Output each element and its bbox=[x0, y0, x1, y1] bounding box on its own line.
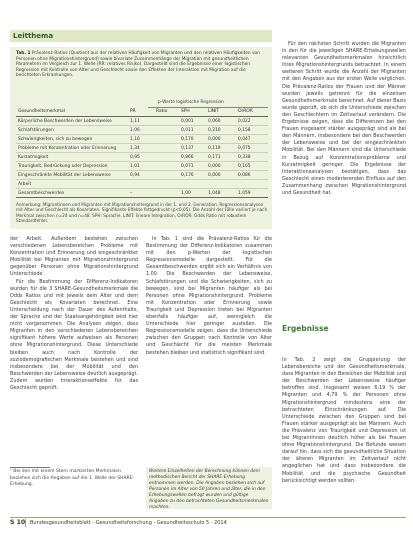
table-row bbox=[16, 171, 268, 180]
journal-citation: Bundesgesundheitsblatt - Gesundheitsforschung - Gesundheitsschutz 5 · 2014 bbox=[30, 520, 227, 526]
info-box: Weitere Einzelheiten der Berechnung können dem methodischen Bericht der SHARE-Erhebung entnommen werden. Die Angaben beziehen sich auf Personen im Alter von 50 Jahren und älter, die in den Erhebungswellen befragt wurden und gültige Angaben zu den betrachteten Gesundheitsmerkmalen machten. bbox=[146, 467, 272, 509]
table-cell: 0,171 bbox=[208, 155, 221, 160]
table-header-cell: LINIT bbox=[208, 109, 220, 114]
table-cell: Schlafstörungen bbox=[18, 128, 54, 133]
table-cell: 0,060 bbox=[208, 119, 221, 124]
table-cell: 0,866 bbox=[181, 155, 194, 160]
table-cell: Eingeschränkte Mobilität der Lebensweise bbox=[18, 173, 111, 178]
leitthema-label: Leitthema bbox=[13, 32, 54, 40]
table-cell: 1,16 bbox=[130, 137, 140, 142]
column-1 bbox=[10, 236, 138, 392]
table-cell: 0,086 bbox=[238, 173, 251, 178]
table-cell: 0,94 bbox=[130, 173, 140, 178]
table-cell: 0,210 bbox=[208, 128, 221, 133]
table-cell: 0,176 bbox=[181, 173, 194, 178]
table-header-cell: PR bbox=[130, 109, 136, 114]
table-row bbox=[16, 144, 268, 153]
table-cell: Schwierigkeiten, sich zu bewegen bbox=[18, 137, 93, 142]
paragraph: Für den nächsten Schritt wurden die Migranten in den für die jeweiligen SHARE-Erhebungswellen relevanten Gesundheitsmerkmalen hinsichtlich ihres Migrationshintergrunds betrachtet. In einem weiteren Schritt wurde die Anzahl der Migranten mit den Angaben aus der ersten Welle verglichen. Die Prävalenz-Ratios der Frauen und der Männer wurden jeweils getrennt für die einzelnen Gesundheitsmerkmale berechnet. Auf dieser Basis wurde geprüft, ob sich die Unterschiede zwischen den Geschlechtern im Zeitverlauf verändern. Die Ergebnisse zeigen, dass die Differenzen bei den Frauen insgesamt stärker ausgeprägt sind als bei den Männern, insbesondere bei den Beschwerden der Lebensweise und bei der eingeschränkten Mobilität. Bei den Männern sind die Unterschiede in Bezug auf Konzentrationsprobleme und Kurzatmigkeit geringer. Die Ergebnisse der Interaktionsanalysen bestätigen, dass das Geschlecht einen moderierenden Einfluss auf den Zusammenhang zwischen Migrationshintergrund und Gesundheit hat. bbox=[282, 41, 406, 196]
table-header-cell: OrROR bbox=[238, 109, 253, 114]
table-cell: 0,022 bbox=[238, 119, 251, 124]
page-number: S 10 bbox=[10, 519, 26, 526]
table-cell: 0,000 bbox=[208, 137, 221, 142]
table-header-cell: Ratio bbox=[156, 109, 168, 114]
table-cell: 1,34 bbox=[130, 146, 140, 151]
table-cell: Kurzatmigkeit bbox=[18, 155, 49, 160]
footnote: ¹ Bei den mit einem Stern markierten Merkmalen beziehen sich die Angaben auf die 1. Welle der SHARE-Erhebung. bbox=[10, 469, 135, 487]
table-row bbox=[16, 180, 268, 189]
table-row bbox=[16, 162, 268, 171]
column-3 bbox=[282, 41, 406, 197]
table-row bbox=[16, 117, 268, 126]
table-cell: Arbeit bbox=[18, 182, 32, 187]
table-cell: 1,06 bbox=[130, 128, 140, 133]
table-header-cell: Gesundheitsmerkmal bbox=[18, 109, 65, 114]
table-cell: 0,338 bbox=[238, 155, 251, 160]
table-cell: 0,170 bbox=[181, 137, 194, 142]
table-row bbox=[16, 189, 268, 198]
paragraph: Für die Bestimmung der Differenz-Indikatoren wurden für die 3 SHARE-Gesundheitsmerkmale die Odds Ratios und mit jeweils dem Alter und dem Geschlecht als Kovariaten berechnet. Eine Unterscheidung nach der Dauer des Aufenthalts, der Sprache und der Staatsangehörigkeit wird hier nicht vorgenommen. Die Analysen zeigen, dass Migranten in den verschiedenen Lebensbereichen signifikant höhere Werte aufweisen als Personen ohne Migrationshintergrund. Diese Unterschiede bleiben auch nach Kontrolle der soziodemografischen Merkmale bestehen und sind insbesondere bei der Mobilität und den Beschwerden der Lebensweise deutlich ausgeprägt. Zudem wurden Interaktionseffekte für das Geschlecht geprüft. bbox=[10, 278, 138, 391]
table-cell: 1,059 bbox=[238, 191, 251, 196]
table-row bbox=[16, 126, 268, 135]
section-heading-ergebnisse: Ergebnisse bbox=[282, 324, 329, 333]
table-cell: 0,075 bbox=[238, 146, 251, 151]
table-cell: 1,01 bbox=[130, 164, 140, 169]
table-caption-label: Tab. 1 bbox=[16, 51, 31, 56]
table-header-cell: SPH bbox=[181, 109, 190, 114]
table-cell: 0,158 bbox=[238, 128, 251, 133]
table-note: Anmerkung: Migrantinnen und Migranten mit Migrationshintergrund in der 1. und 2. Generation. Regressionsanalysen mit Alter und Geschlecht als Kovariaten. Signifikante Effekte fettgedruckt (p<0,05). Die Anzahl der Fälle variiert je nach Merkmal zwischen n=24 und n=48. SPH: Sprache, LINIT: lineare Integration, OrROR: Odds Ratio mit robustem Standardfehler. bbox=[16, 202, 268, 224]
footnote-rule bbox=[10, 467, 50, 468]
column-2 bbox=[146, 236, 272, 357]
table-cell: Probleme mit Konzentration oder Erinnerung bbox=[18, 146, 117, 151]
table-cell: 0,000 bbox=[208, 164, 221, 169]
table-cell: 1,11 bbox=[130, 119, 140, 124]
paragraph: In Tab. 1 sind die Prävalenz-Ratios für die Bestimmung der Differenz-Indikatoren zusammen mit den p-Werten der logistischen Regressionsmodelle dargestellt. Für die Gesamtbeschwerden ergibt sich ein Verhältnis von 1,00. Die Beschwerden der Lebensweise, Schlafstörungen und die Schwierigkeiten, sich zu bewegen, sind bei Migranten häufiger als bei Personen ohne Migrationshintergrund. Probleme mit Konzentration oder Erinnerung sowie Traurigkeit und Depression treten bei Migranten ebenfalls häufiger auf, wenngleich die Unterschiede hier geringer ausfallen. Die Regressionsmodelle zeigen, dass die Unterschiede zwischen den Gruppen nach Kontrolle von Alter und Geschlecht für die meisten Merkmale bestehen bleiben und statistisch signifikant sind. bbox=[146, 236, 272, 356]
table-cell: Körperliche Beschwerden der Lebensweise bbox=[18, 119, 112, 124]
table-caption-text: Prävalenz-Ratios (Quotient aus der relativen Häufigkeit von Migranten und den relativen Häufigkeiten von Personen ohne Migrationshintergrund) sowie bivariate Zusammenhänge der Migration mit gesundheitlichen Parametern im Vergleich zur 1. Welle (RR: relatives Risiko). Dargestellt sind die Ergebnisse einer logistischen Regression mit Kontrolle von Alter und Geschlecht sowie den Effekten der Interaktion mit Migration auf die berichteten Erkrankungen. bbox=[16, 51, 260, 79]
table-cell: 0,001 bbox=[181, 119, 194, 124]
table-cell: 1,048 bbox=[208, 191, 221, 196]
footer-separator bbox=[25, 519, 26, 527]
table-cell: 0,011 bbox=[181, 128, 194, 133]
table-cell: 1,00 bbox=[181, 191, 191, 196]
table-cell: 0,047 bbox=[238, 137, 251, 142]
table-cell: 0,071 bbox=[181, 164, 194, 169]
table-row bbox=[16, 135, 268, 144]
paragraph: der Arbeit. Außerdem bestehen zwischen verschiedenen Lebensbereichen Probleme mit Konzentration und Erinnerung und eingeschränkter Mobilität bei Migranten mit Migrationshintergrund gegenüber Personen ohne Migrationshintergrund Unterschiede. bbox=[10, 236, 138, 278]
table-cell: 0,137 bbox=[181, 146, 194, 151]
table-cell: – bbox=[130, 191, 133, 196]
paragraph: In Tab. 2 zeigt die Gruppierung der Lebensbereiche und der Gesundheitsmerkmale, dass Migranten in den Bereichen der Mobilität und der Beschwerden der Lebensweise häufiger betroffen sind. Insgesamt weisen 6,19 % der Migranten und 4,79 % der Personen ohne Migrationshintergrund mindestens eine der betrachteten Einschränkungen auf. Die Unterschiede zwischen den Gruppen sind bei Frauen stärker ausgeprägt als bei Männern. Auch die Prävalenz von Traurigkeit und Depression ist bei Migrantinnen deutlich höher als bei Frauen ohne Migrationshintergrund. Die Befunde weisen darauf hin, dass sich die gesundheitliche Situation der älteren Migranten im Zeitverlauf nicht angeglichen hat und dass insbesondere die Mobilität und die psychische Gesundheit berücksichtigt werden sollten. bbox=[282, 357, 406, 484]
table-cell: 0,119 bbox=[208, 146, 221, 151]
table-cell: Gesamtbeschwerden bbox=[18, 191, 65, 196]
table-cell: Traurigkeit, Bedrückung oder Depression bbox=[18, 164, 108, 169]
table-cell: 0,165 bbox=[238, 164, 251, 169]
table-group-header: p-Werte logistische Regression bbox=[158, 100, 224, 105]
column-3-results bbox=[282, 357, 406, 485]
table-1 bbox=[10, 47, 272, 229]
table-cell: 0,95 bbox=[130, 155, 140, 160]
table-header-row bbox=[16, 108, 268, 116]
table-cell: 0,000 bbox=[208, 173, 221, 178]
table-caption bbox=[16, 51, 268, 79]
table-row bbox=[16, 153, 268, 162]
